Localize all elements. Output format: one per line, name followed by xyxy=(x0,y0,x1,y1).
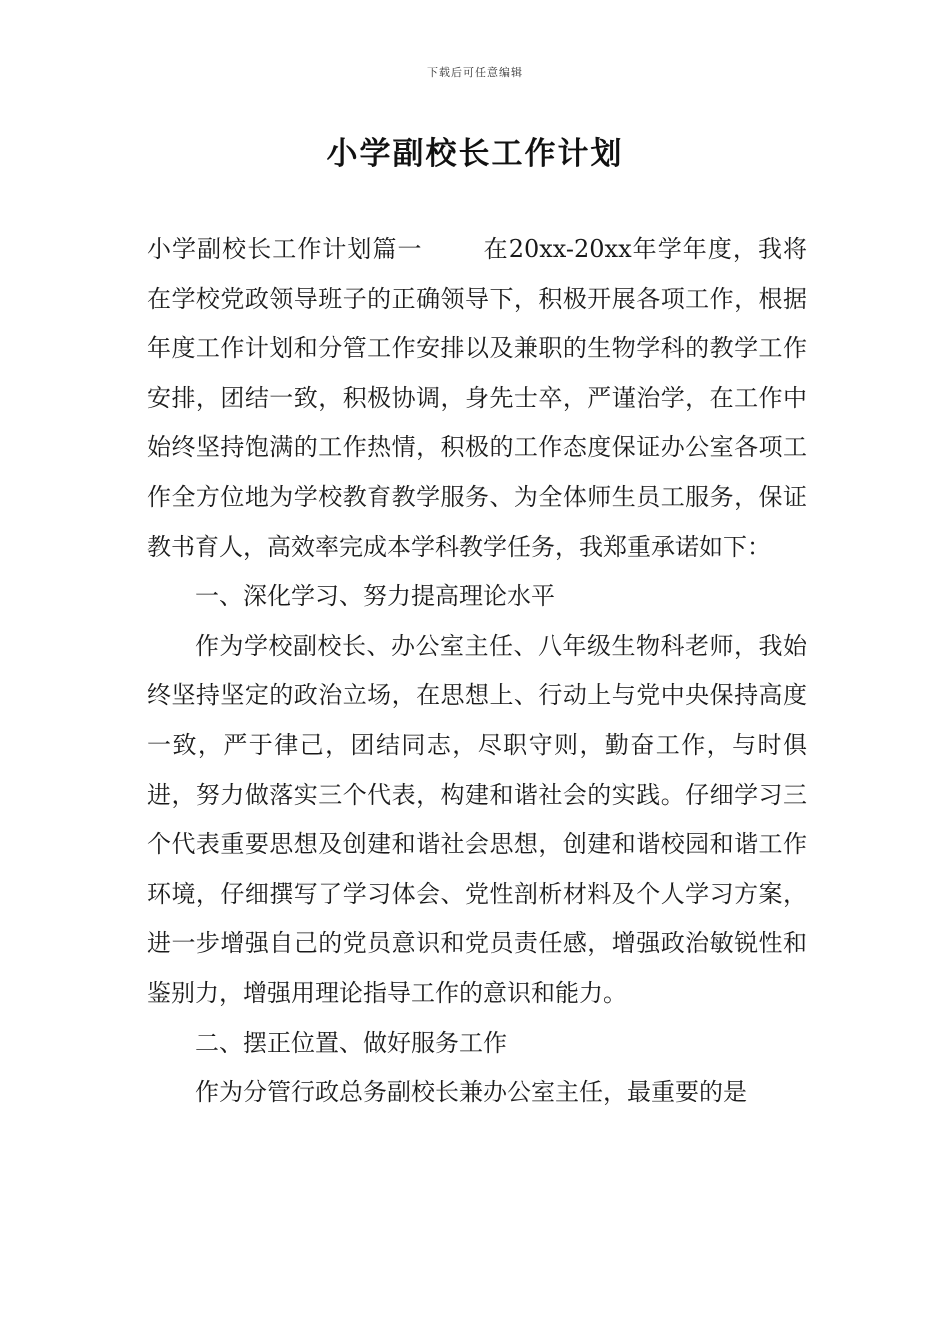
section-1-paragraph: 作为学校副校长、办公室主任、八年级生物科老师，我始终坚持坚定的政治立场，在思想上、行动上与党中央保持高度一致，严于律己，团结同志，尽职守则，勤奋工作，与时俱进，努力做落实三个代表，构建和谐社会的实践。仔细学习三个代表重要思想及创建和谐社会思想，创建和谐校园和谐工作环境，仔细撰写了学习体会、党性剖析材料及个人学习方案，进一步增强自己的党员意识和党员责任感，增强政治敏锐性和鉴别力，增强用理论指导工作的意识和能力。 xyxy=(147,631,807,1007)
header-note: 下载后可任意编辑 xyxy=(427,66,523,79)
intro-paragraph xyxy=(147,225,807,572)
intro-text: 在20xx-20xx年学年度，我将在学校党政领导班子的正确领导下，积极开展各项工作，根据年度工作计划和分管工作安排以及兼职的生物学科的教学工作安排，团结一致，积极协调，身先士卒，严谨治学，在工作中始终坚持饱满的工作热情，积极的工作态度保证办公室各项工作全方位地为学校教育教学服务、为全体师生员工服务，保证教书育人，高效率完成本学科教学任务，我郑重承诺如下： xyxy=(147,235,808,561)
section-2-paragraph: 作为分管行政总务副校长兼办公室主任，最重要的是 xyxy=(195,1078,747,1107)
section-2-heading: 二、摆正位置、做好服务工作 xyxy=(195,1028,507,1057)
intro-label: 小学副校长工作计划篇一 xyxy=(147,235,423,263)
page-title: 小学副校长工作计划 xyxy=(326,136,624,172)
section-1-heading: 一、深化学习、努力提高理论水平 xyxy=(195,582,555,611)
document-body xyxy=(147,225,807,1118)
